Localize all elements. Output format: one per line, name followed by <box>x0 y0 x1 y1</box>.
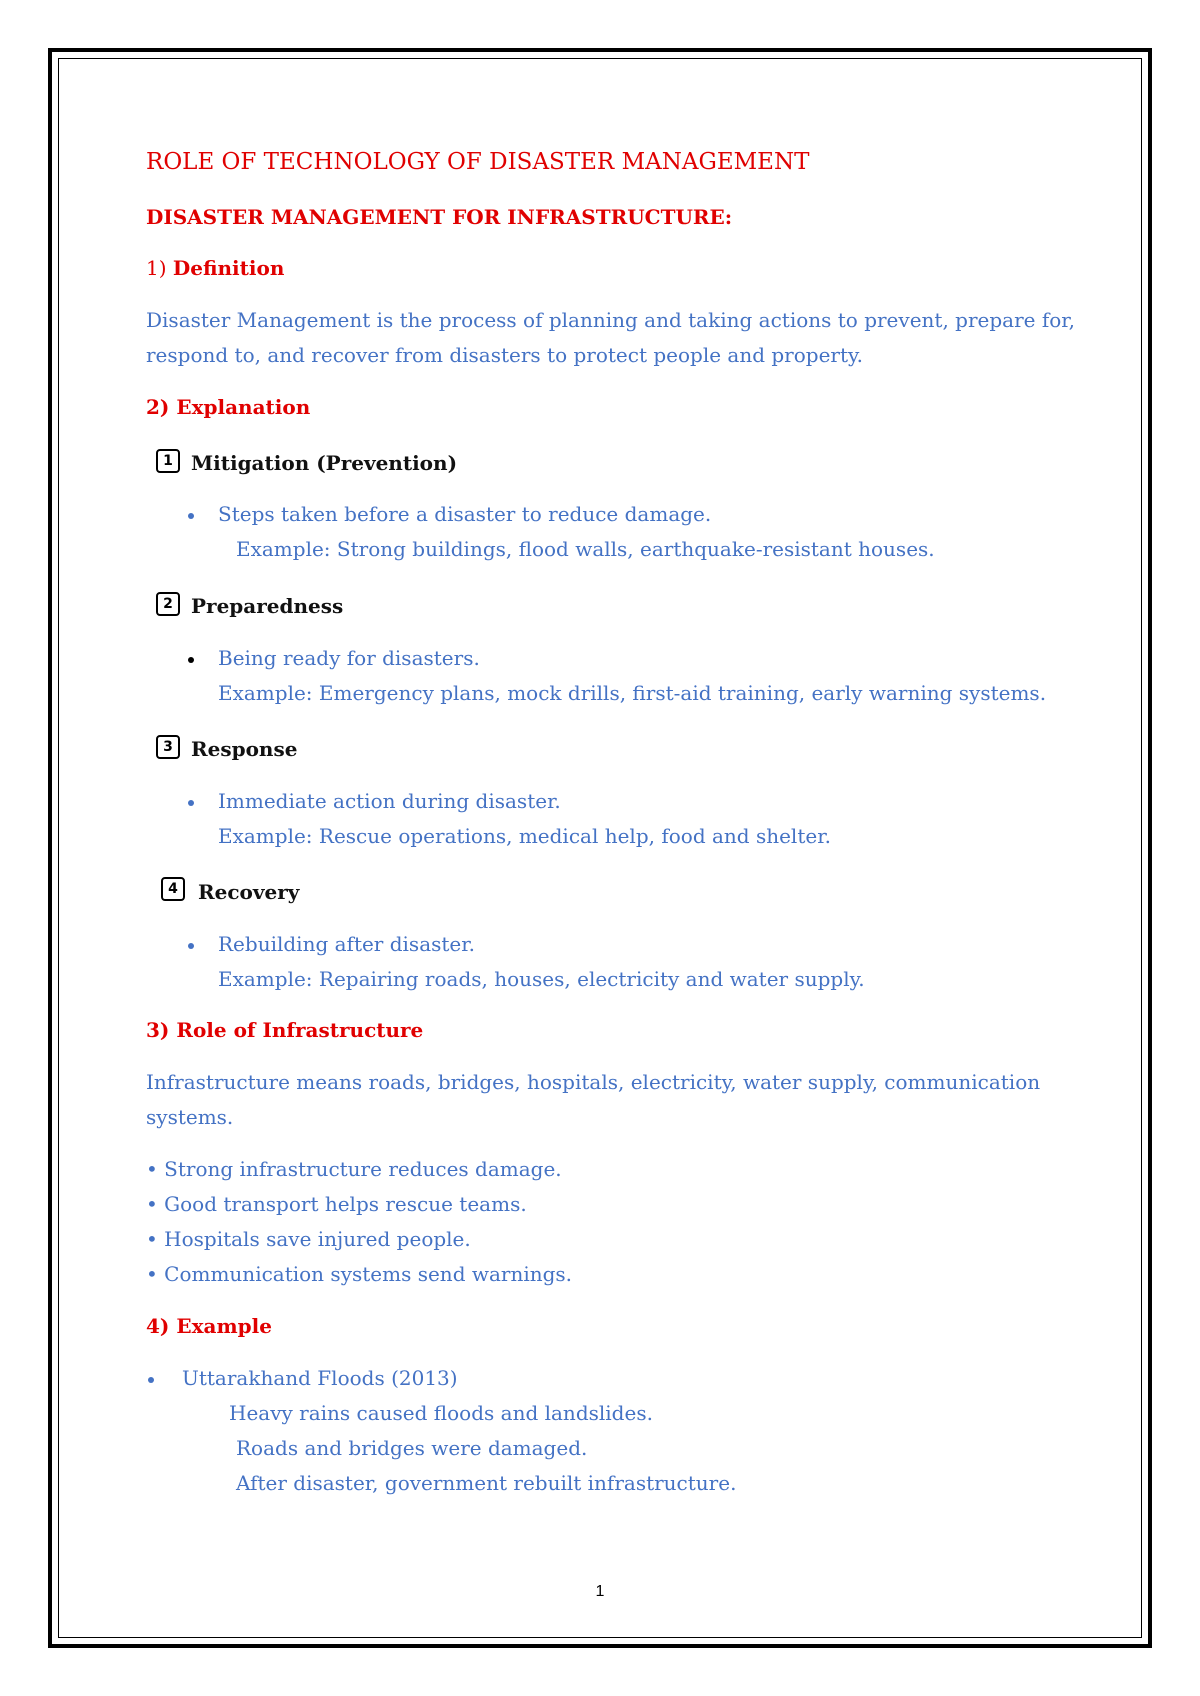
infrastructure-bullet: • Strong infrastructure reduces damage. <box>146 1157 562 1181</box>
definition-number: 1) <box>146 256 167 280</box>
explanation-heading: 2) Explanation <box>146 395 311 419</box>
phase-example-response: Example: Rescue operations, medical help, food and shelter. <box>218 824 831 848</box>
doc-subtitle: DISASTER MANAGEMENT FOR INFRASTRUCTURE: <box>146 205 733 229</box>
example-detail: Heavy rains caused floods and landslides. <box>229 1401 653 1425</box>
bullet-dot <box>188 513 194 519</box>
infrastructure-bullet: • Hospitals save injured people. <box>146 1227 471 1251</box>
phase-point-mitigation: Steps taken before a disaster to reduce damage. <box>218 502 712 526</box>
phase-point-recovery: Rebuilding after disaster. <box>218 932 475 956</box>
bullet-dot <box>188 800 194 806</box>
phase-example-recovery: Example: Repairing roads, houses, electricity and water supply. <box>218 967 865 991</box>
definition-text-line-2: respond to, and recover from disasters to protect people and property. <box>146 343 864 367</box>
phase-title-recovery: Recovery <box>198 880 300 904</box>
page-number: 1 <box>595 1583 605 1600</box>
example-heading: 4) Example <box>146 1314 272 1338</box>
bullet-dot <box>148 1377 154 1383</box>
phase-example-preparedness: Example: Emergency plans, mock drills, first-aid training, early warning systems. <box>218 681 1047 705</box>
infrastructure-heading: 3) Role of Infrastructure <box>146 1018 424 1042</box>
phase-point-response: Immediate action during disaster. <box>218 789 561 813</box>
bullet-dot <box>188 657 194 663</box>
phase-point-preparedness: Being ready for disasters. <box>218 646 480 670</box>
number-2-icon: 2 <box>156 592 180 616</box>
phase-example-mitigation: Example: Strong buildings, flood walls, earthquake-resistant houses. <box>236 537 935 561</box>
phase-title-response: Response <box>191 737 298 761</box>
definition-label: Definition <box>172 256 285 280</box>
example-detail: After disaster, government rebuilt infrastructure. <box>236 1471 737 1495</box>
number-3-icon: 3 <box>156 735 180 759</box>
example-detail: Roads and bridges were damaged. <box>236 1436 588 1460</box>
infrastructure-bullet: • Good transport helps rescue teams. <box>146 1192 527 1216</box>
bullet-dot <box>188 943 194 949</box>
example-item: Uttarakhand Floods (2013) <box>182 1366 458 1390</box>
number-4-icon: 4 <box>161 877 185 901</box>
definition-heading <box>146 256 284 280</box>
doc-title: ROLE OF TECHNOLOGY OF DISASTER MANAGEMENT <box>146 149 810 175</box>
definition-text-line-1: Disaster Management is the process of planning and taking actions to prevent, prepare for, <box>146 308 1076 332</box>
phase-title-mitigation: Mitigation (Prevention) <box>191 451 458 475</box>
infrastructure-text-line-1: Infrastructure means roads, bridges, hospitals, electricity, water supply, communication <box>146 1070 1041 1094</box>
phase-title-preparedness: Preparedness <box>191 594 344 618</box>
number-1-icon: 1 <box>156 449 180 473</box>
infrastructure-bullet: • Communication systems send warnings. <box>146 1262 573 1286</box>
infrastructure-text-line-2: systems. <box>146 1105 234 1129</box>
